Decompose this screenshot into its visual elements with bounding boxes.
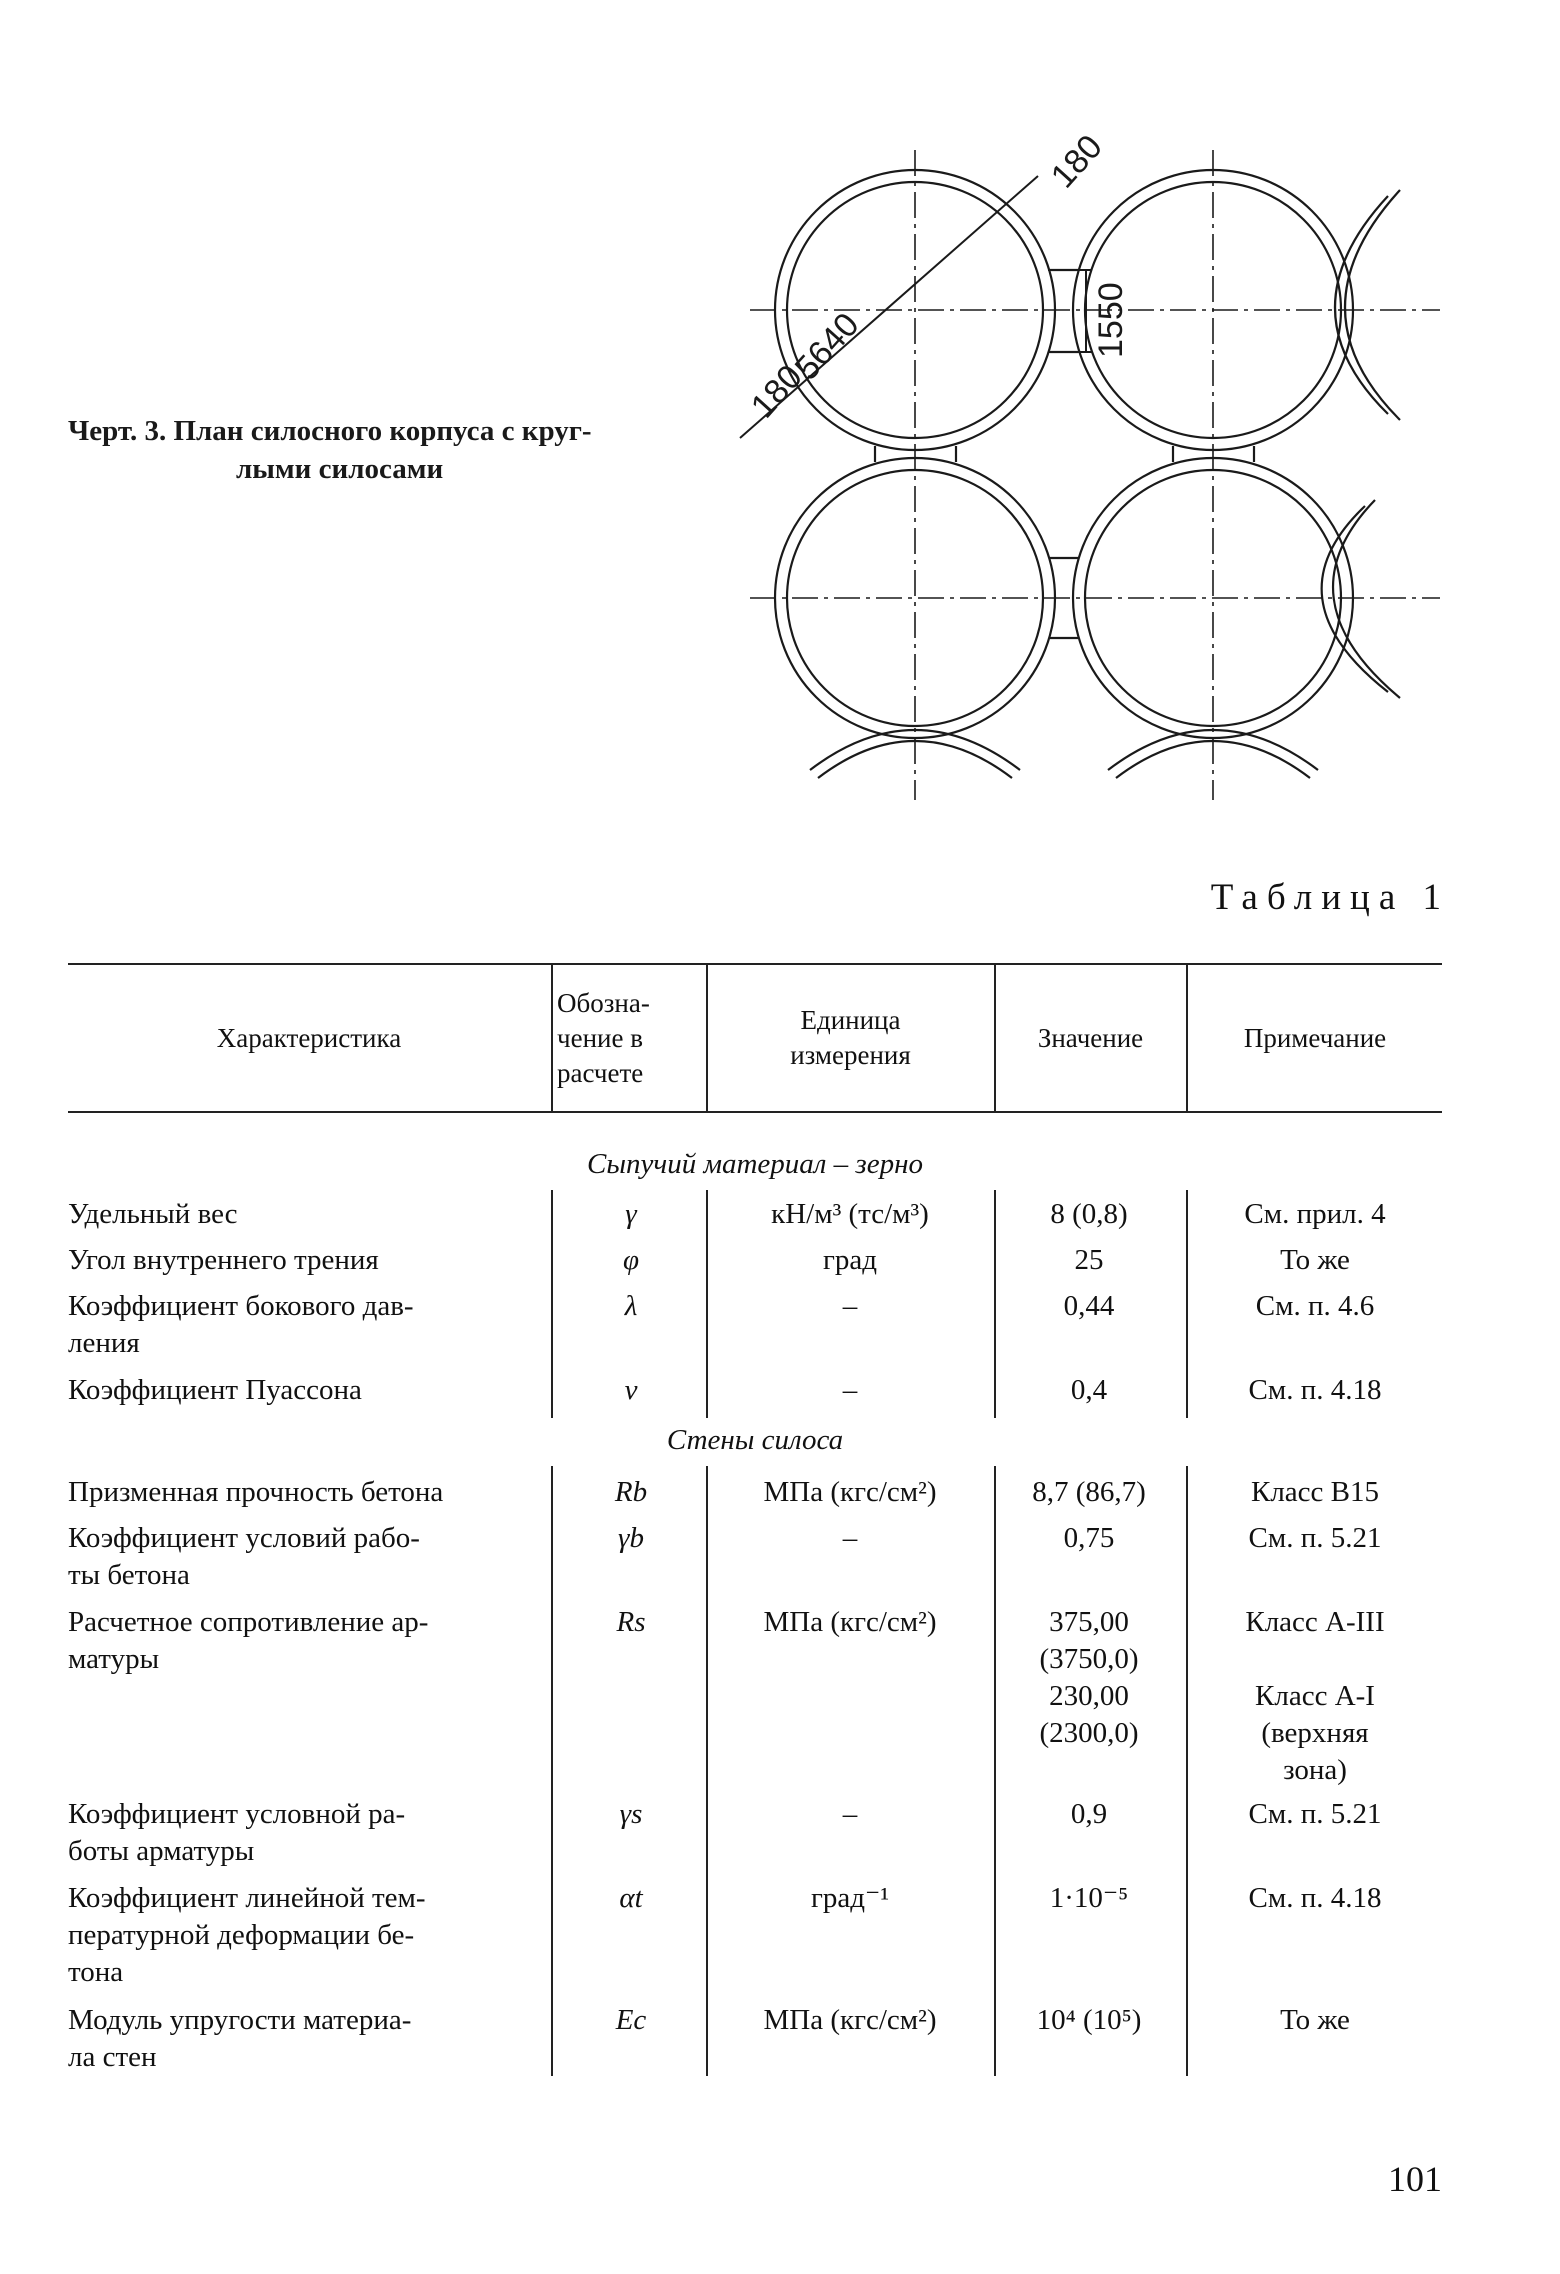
- cell-unit: –: [842, 1798, 858, 1830]
- cell-symbol: Rb: [614, 1476, 648, 1508]
- cell-note: См. п. 4.18: [1248, 1882, 1382, 1914]
- header-note: Примечание: [1243, 1022, 1387, 1053]
- cell-note: См. п. 5.21: [1248, 1522, 1382, 1554]
- cell-characteristic: Удельный вес: [68, 1198, 238, 1230]
- cell-value: 25: [1074, 1244, 1104, 1276]
- cell-symbol: Rs: [616, 1606, 646, 1638]
- cell-symbol: ν: [624, 1374, 638, 1406]
- cell-characteristic: Коэффициент условий рабо- ты бетона: [68, 1522, 420, 1591]
- cell-characteristic: Модуль упругости материа- ла стен: [68, 2004, 412, 2073]
- cell-symbol: γ: [625, 1198, 637, 1230]
- table-header-bottom-rule: [68, 1111, 1442, 1113]
- cell-value: 1·10⁻⁵: [1049, 1882, 1129, 1914]
- cell-characteristic: Коэффициент условной ра- боты арматуры: [68, 1798, 406, 1867]
- cell-unit: град: [822, 1244, 878, 1276]
- cell-value: 0,75: [1063, 1522, 1115, 1554]
- cell-symbol: αt: [619, 1882, 643, 1914]
- body-divider: [551, 1466, 553, 2076]
- cell-symbol: φ: [622, 1244, 640, 1276]
- cell-value: 0,4: [1070, 1374, 1108, 1406]
- cell-unit: град⁻¹: [810, 1882, 890, 1914]
- cell-unit: кН/м³ (тс/м³): [771, 1198, 929, 1230]
- cell-note: См. прил. 4: [1244, 1198, 1386, 1230]
- header-characteristic: Характеристика: [216, 1022, 402, 1053]
- cell-value: 0,44: [1063, 1290, 1115, 1322]
- cell-characteristic: Коэффициент бокового дав- ления: [68, 1290, 414, 1359]
- cell-symbol: γb: [618, 1522, 644, 1554]
- cell-value: 0,9: [1070, 1798, 1108, 1830]
- figure-caption: [68, 412, 700, 488]
- cell-symbol: λ: [624, 1290, 638, 1322]
- cell-value: 8,7 (86,7): [1032, 1476, 1146, 1508]
- cell-note: То же: [1280, 1244, 1350, 1276]
- header-designation: Обозна- чение в расчете: [557, 987, 650, 1088]
- cell-note: См. п. 4.6: [1255, 1290, 1375, 1322]
- cell-symbol: Ec: [615, 2004, 647, 2036]
- cell-note: Класс В15: [1250, 1476, 1380, 1508]
- cell-unit: –: [842, 1290, 858, 1322]
- cell-characteristic: Коэффициент Пуассона: [68, 1374, 362, 1406]
- header-unit: Единица измерения: [790, 1005, 911, 1070]
- cell-unit: МПа (кгс/см²): [763, 1476, 937, 1508]
- cell-unit: –: [842, 1522, 858, 1554]
- header-value: Значение: [1037, 1022, 1144, 1053]
- cell-note: То же: [1280, 2004, 1350, 2036]
- body-divider: [994, 1466, 996, 2076]
- cell-unit: МПа (кгс/см²): [763, 1606, 937, 1638]
- dimension-wall-thickness-label: 180: [1043, 127, 1110, 196]
- section-title-walls: Стены силоса: [666, 1424, 844, 1456]
- cell-note: См. п. 4.18: [1248, 1374, 1382, 1406]
- cell-characteristic: Расчетное сопротивление ар- матуры: [68, 1606, 429, 1675]
- cell-value: 8 (0,8): [1050, 1198, 1128, 1230]
- cell-characteristic: Угол внутреннего трения: [68, 1244, 379, 1276]
- figure-caption-line-1: Черт. 3. План силосного корпуса с круг-: [68, 415, 592, 447]
- dimension-wall-thickness-label-lower: 180: [743, 357, 810, 426]
- silo-plan-drawing: [720, 120, 1440, 800]
- body-divider: [551, 1190, 553, 1418]
- cell-note: Класс А-III Класс А-I (верхняя зона): [1245, 1606, 1385, 1786]
- cell-characteristic: Призменная прочность бетона: [68, 1476, 444, 1508]
- cell-unit: –: [842, 1374, 858, 1406]
- page-number: 101: [1388, 2159, 1442, 2199]
- body-divider: [706, 1466, 708, 2076]
- dimension-gap-label: 1550: [1092, 282, 1130, 358]
- dimension-diameter-label: 5640: [787, 305, 867, 388]
- figure-caption-line-2: лыми силосами: [236, 453, 444, 485]
- cell-symbol: γs: [619, 1798, 643, 1830]
- table-title: Таблица 1: [1210, 877, 1450, 918]
- section-title-grain: Сыпучий материал – зерно: [587, 1148, 923, 1180]
- cell-note: См. п. 5.21: [1248, 1798, 1382, 1830]
- cell-value: 375,00 (3750,0) 230,00 (2300,0): [1039, 1606, 1139, 1749]
- cell-unit: МПа (кгс/см²): [763, 2004, 937, 2036]
- cell-value: 10⁴ (10⁵): [1036, 2004, 1142, 2036]
- cell-characteristic: Коэффициент линейной тем- пературной деформации бе- тона: [68, 1882, 426, 1988]
